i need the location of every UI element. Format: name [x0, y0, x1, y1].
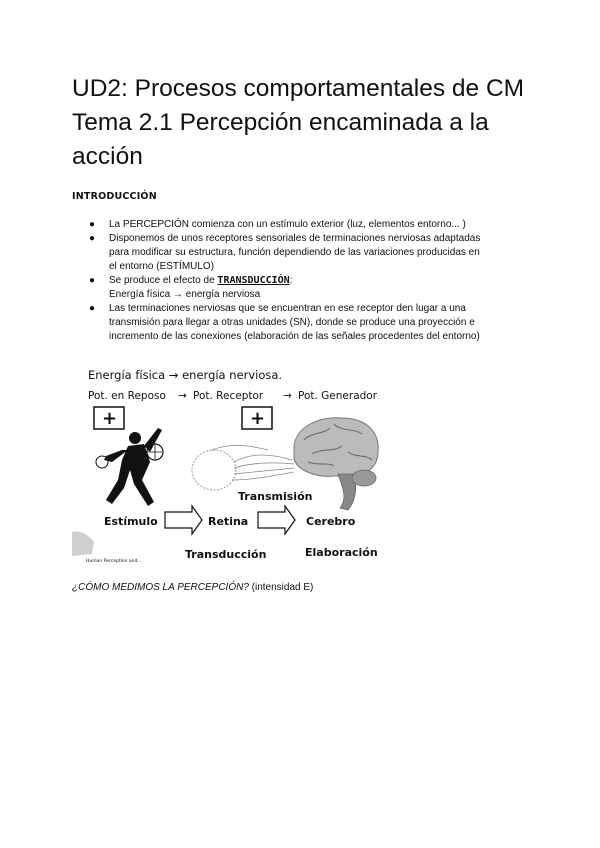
arrow-right-icon [258, 506, 295, 534]
list-item [72, 274, 532, 302]
bullet-dot-icon: ● [89, 275, 96, 286]
label-cerebro: Cerebro [306, 515, 356, 528]
title-line-3: acción [72, 143, 143, 170]
bullet-4-line-3: incremento de las conexiones (elaboración de las señales procedentes del entorno) [109, 331, 480, 342]
bullet-2-line-1: Disponemos de unos receptores sensoriales de terminaciones nerviosas adaptadas [109, 233, 481, 244]
basketball-player-icon [96, 428, 163, 506]
watermark-image [72, 531, 142, 564]
bullet-3-line-2: Energía física → energía nerviosa [109, 289, 261, 300]
list-item [72, 302, 532, 344]
list-item [72, 218, 532, 232]
bullet-1-line-1: La PERCEPCIÓN comienza con un estímulo exterior (luz, elementos entorno... ) [109, 219, 466, 230]
bullet-dot-icon: ● [89, 219, 96, 230]
bullet-2-line-3: el entorno (ESTÍMULO) [109, 261, 215, 272]
section-question [72, 582, 313, 593]
label-retina: Retina [208, 515, 249, 528]
page-title [72, 72, 542, 174]
title-line-2: Tema 2.1 Percepción encaminada a la [72, 109, 489, 136]
pot-receptor-label: Pot. Receptor [193, 390, 264, 402]
figure-heading: Energía física → energía nerviosa. [88, 368, 283, 382]
eye-receptor-icon [192, 445, 294, 490]
label-elaboracion: Elaboración [305, 546, 378, 559]
title-line-1: UD2: Procesos comportamentales de CM [72, 75, 525, 102]
intro-bullet-list [72, 218, 532, 344]
arrow-right-icon [165, 506, 202, 534]
bullet-3-line-1 [109, 274, 532, 288]
bullet-dot-icon: ● [89, 233, 96, 244]
bullet-3-prefix: Se produce el efecto de [109, 275, 218, 286]
label-transmision: Transmisión [238, 490, 313, 503]
keyword-transduccion: TRANSDUCCIÓN [217, 275, 290, 286]
bullet-dot-icon: ● [89, 303, 96, 314]
label-transduccion: Transducción [185, 548, 267, 561]
list-item [72, 232, 532, 274]
plus-sign: + [102, 408, 118, 429]
watermark-text: Human Perception and... [86, 559, 142, 564]
arrow-right-icon: → [283, 390, 292, 402]
pot-generador-label: Pot. Generador [298, 390, 378, 402]
section-heading-introduccion: INTRODUCCIÓN [72, 191, 157, 202]
perception-diagram [72, 362, 392, 568]
bullet-2-line-2: para modificar su estructura, función dependiendo de las variaciones producidas en [109, 247, 480, 258]
pot-reposo-label: Pot. en Reposo [88, 390, 166, 402]
question-italic: ¿CÓMO MEDIMOS LA PERCEPCIÓN? [72, 582, 249, 593]
bullet-4-line-2: transmisión para llegar a otras unidades (SN), donde se produce una proyección e [109, 317, 475, 328]
bullet-4-line-1: Las terminaciones nerviosas que se encuentran en ese receptor den lugar a una [109, 303, 466, 314]
question-rest: (intensidad E) [248, 582, 314, 593]
label-estimulo: Estímulo [104, 515, 158, 528]
receptor-sign: + [250, 408, 266, 429]
arrow-right-icon: → [178, 390, 187, 402]
bullet-3-suffix: : [289, 275, 293, 286]
